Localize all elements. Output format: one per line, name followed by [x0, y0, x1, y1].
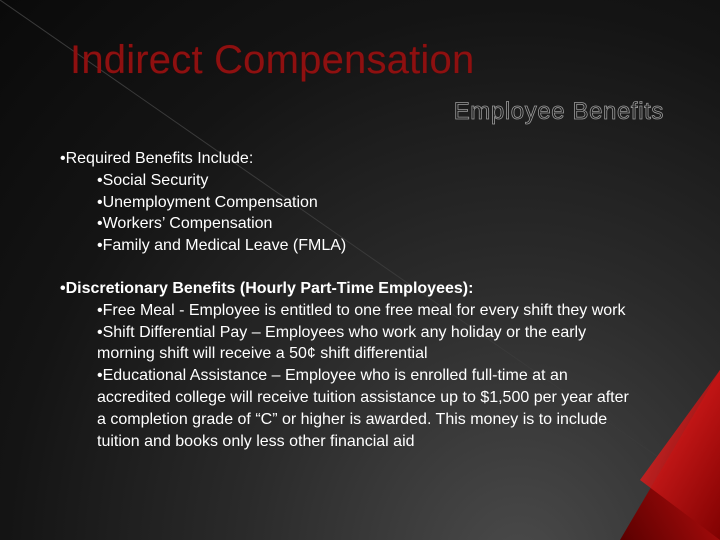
slide-subtitle: Employee Benefits	[453, 98, 664, 125]
slide-body	[60, 148, 640, 452]
list-item: •Family and Medical Leave (FMLA)	[97, 237, 347, 255]
list-item: •Social Security	[97, 171, 209, 189]
list-item: •Free Meal - Employee is entitled to one free meal for every shift they work	[97, 301, 626, 319]
list-item: •Unemployment Compensation	[97, 193, 318, 211]
red-corner-decoration	[580, 370, 720, 540]
discretionary-benefits-heading: •Discretionary Benefits (Hourly Part-Time Employees):	[60, 279, 474, 297]
required-benefits-heading: •Required Benefits Include:	[60, 150, 254, 167]
list-item: •Educational Assistance – Employee who is enrolled full-time at an accredited college will receive tuition assistance up to $1,500 per year after a completion grade of “C” or higher is awarded. This money is to include tuition and books only less other financial aid	[97, 367, 629, 450]
list-item: •Workers’ Compensation	[97, 215, 273, 233]
spacer	[60, 257, 640, 278]
slide-title: Indirect Compensation	[70, 38, 475, 82]
list-item: •Shift Differential Pay – Employees who work any holiday or the early morning shift will receive a 50¢ shift differential	[97, 323, 587, 363]
